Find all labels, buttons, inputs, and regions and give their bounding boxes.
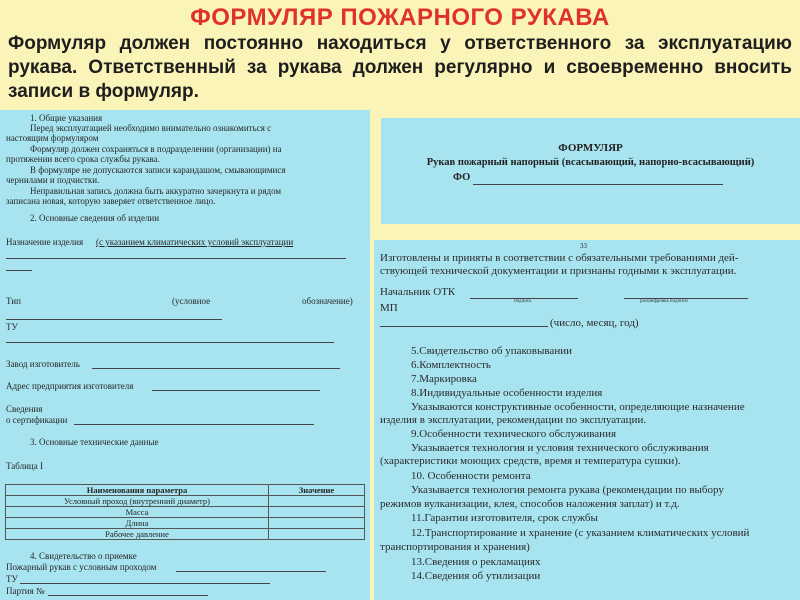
instruction-line: чернилами и подчистки. [6,175,100,185]
section-item: 8.Индивидуальные особенности изделия [411,387,603,399]
form-title: ФОРМУЛЯР [558,142,623,154]
form-cover [381,118,800,224]
table-row [6,496,365,507]
intro-line: ствующей технической документации и признаны годными к эксплуатации. [380,265,737,277]
fill-line[interactable] [74,424,314,425]
table-cell: Условный проход (внутренний диаметр) [6,496,269,507]
decode-caption: расшифровка подписи [640,299,688,304]
purpose-label: Назначение изделия [6,237,84,247]
instruction-line: протяжении всего срока службы рукава. [6,154,160,164]
table-header: Значение [269,485,365,496]
section-item: 11.Гарантии изготовителя, срок службы [411,512,598,524]
signature-caption: подпись [514,299,532,304]
form-subtitle: Рукав пожарный напорный (всасывающий, напорно-всасывающий) [426,157,755,168]
intro-line: Изготовлены и приняты в соответствии с обязательными требованиями дей- [380,252,739,264]
section-item: 10. Особенности ремонта [411,470,531,482]
table-cell: Масса [6,507,269,518]
value-cell[interactable] [269,507,365,518]
table-row [6,507,365,518]
table-label: Таблица I [6,461,43,471]
instruction-line: Формуляр должен сохраняться в подразделении (организации) на [30,144,282,154]
fill-line[interactable] [6,342,334,343]
page-title: ФОРМУЛЯР ПОЖАРНОГО РУКАВА [190,4,610,31]
table-cell: Рабочее давление [6,529,269,540]
type-note: обозначение) [302,296,353,306]
fill-line[interactable] [6,319,222,320]
table-row [6,529,365,540]
instruction-line: настоящим формуляром [6,133,99,143]
fill-line[interactable] [152,390,320,391]
section-item: 13.Сведения о рекламациях [411,556,541,568]
page-number: 33 [580,242,587,250]
section-text: (характеристики моющих средств, время и температура сушки). [380,455,681,467]
cert-label: о сертификации [6,415,68,425]
fo-label: ФО [453,172,471,183]
form-page-right [374,240,800,600]
fill-line[interactable] [20,583,270,584]
fill-line[interactable] [48,595,208,596]
instruction-line: Перед эксплуатацией необходимо внимательно ознакомиться с [30,123,272,133]
header-banner [0,0,800,110]
instruction-line: В формуляре не допускаются записи карандашом, смывающимися [30,165,286,175]
section-3-title: 3. Основные технические данные [30,437,159,447]
fill-line[interactable] [176,571,326,572]
stamp-label: МП [380,302,398,314]
form-page-left [0,110,370,600]
instruction-line: записана новая, которую заверяет ответственное лицо. [6,196,216,206]
section-4-title: 4. Свидетельство о приемке [30,551,137,561]
date-line[interactable] [380,326,548,327]
section-text: режимов вулканизации, клея, способов наложения заплат) и т.д. [380,498,680,510]
parameters-table [5,484,365,540]
section-text: транспортирования и хранения) [380,541,530,553]
instruction-line: Неправильная запись должна быть аккуратно зачеркнута и рядом [30,186,282,196]
date-caption: (число, месяц, год) [550,317,639,329]
section-item: 7.Маркировка [411,373,477,385]
section-text: Указывается технология и условия технического обслуживания [411,442,709,454]
table-cell: Длина [6,518,269,529]
cert-label: Сведения [6,404,43,414]
section-item: 6.Комплектность [411,359,491,371]
value-cell[interactable] [269,529,365,540]
value-cell[interactable] [269,496,365,507]
section-1-title: 1. Общие указания [30,113,103,123]
section-text: Указывается технология ремонта рукава (рекомендации по выбору [411,484,724,496]
tu-label: ТУ [6,322,18,332]
section-item: 5.Свидетельство об упаковывании [411,345,572,357]
lead-paragraph: Формуляр должен постоянно находиться у ответственного за эксплуатацию рукава. Ответственный за рукава должен регулярно и своевременно вносить записи в формуляр. [8,33,792,102]
section-item: 12.Транспортирование и хранение (с указанием климатических условий [411,527,750,539]
batch-label: Партия № [6,586,45,596]
section-item: 14.Сведения об утилизации [411,570,541,582]
fill-line[interactable] [6,270,32,271]
type-note: (условное [172,296,211,306]
table-header: Наименования параметра [6,485,269,496]
fo-fill-line[interactable] [473,184,723,185]
address-label: Адрес предприятия изготовителя [6,381,134,391]
value-cell[interactable] [269,518,365,529]
type-label: Тип [6,296,21,306]
plant-label: Завод изготовитель [6,359,80,369]
fill-line[interactable] [92,368,340,369]
section-text: Указываются конструктивные особенности, определяющие назначение [411,401,745,413]
table-row [6,518,365,529]
tu-label: ТУ [6,574,18,584]
section-item: 9.Особенности технического обслуживания [411,428,617,440]
otk-label: Начальник ОТК [380,286,456,298]
acceptance-line: Пожарный рукав с условным проходом [6,562,157,572]
fill-line[interactable] [6,258,346,259]
purpose-note: (с указанием климатических условий эксплуатации [96,237,294,247]
section-text: изделия в эксплуатации, рекомендации по эксплуатации. [380,414,647,426]
section-2-title: 2. Основные сведения об изделии [30,213,160,223]
